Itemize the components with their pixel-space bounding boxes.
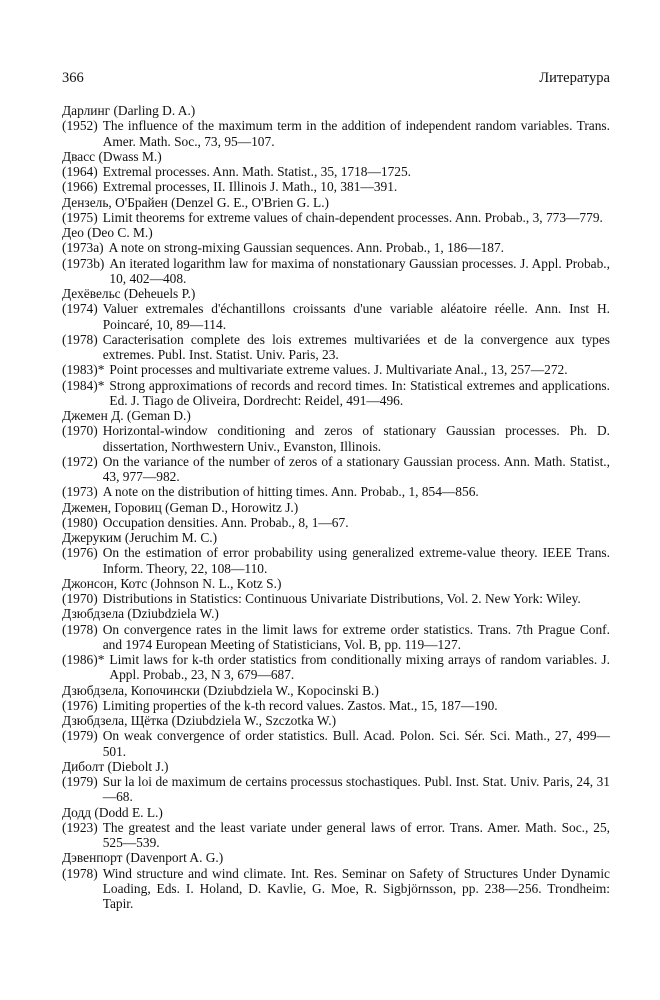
- reference-entry: [62, 515, 610, 530]
- reference-entry: [62, 484, 610, 499]
- reference-entry: [62, 622, 610, 653]
- author-heading: Дзюбдзела, Щётка (Dziubdziela W., Szczotka W.): [62, 713, 337, 728]
- reference-text: Valuer extremales d'échantillons croissants d'une variable aléatoire réelle. Ann. Inst H. Poincaré, 10, 89—114.: [102, 301, 610, 332]
- bibliography-list: [62, 103, 610, 911]
- reference-entry: [62, 423, 610, 454]
- reference-text: Extremal processes, II. Illinois J. Math., 10, 381—391.: [102, 179, 398, 195]
- page-number: 366: [62, 70, 84, 86]
- author-heading: Джемен Д. (Geman D.): [62, 408, 191, 423]
- reference-year: (1923): [62, 819, 98, 835]
- reference-year: (1973a): [62, 240, 104, 256]
- reference-text: Horizontal-window conditioning and zeros of stationary Gaussian processes. Ph. D. dissertation, Northwestern Univ., Evanston, Illinois.: [102, 423, 610, 454]
- reference-entry: [62, 301, 610, 332]
- reference-text: Sur la loi de maximum de certains processus stochastiques. Publ. Inst. Stat. Univ. Paris, 24, 31—68.: [102, 774, 610, 805]
- reference-year: (1978): [62, 331, 98, 347]
- reference-text: A note on strong-mixing Gaussian sequences. Ann. Probab., 1, 186—187.: [108, 240, 505, 256]
- author-group: [62, 805, 610, 851]
- reference-text: Wind structure and wind climate. Int. Res. Seminar on Safety of Structures Under Dynamic Loading, Eds. I. Holand, D. Kavlie, G. Moe, R. Sigbjörnsson, pp. 238—256. Trondheim: Tapir.: [102, 865, 610, 911]
- author-group: [62, 606, 610, 682]
- reference-text: Strong approximations of records and record times. In: Statistical extremes and applications. Ed. J. Tiago de Oliveira, Dordrecht: Reidel, 491—496.: [109, 377, 610, 408]
- author-group: [62, 195, 610, 226]
- reference-text: On convergence rates in the limit laws for extreme order statistics. Trans. 7th Prague Conf. and 1974 European Meeting of Statisticians, Vol. B, pp. 119—127.: [102, 621, 610, 652]
- reference-year: (1986)*: [62, 652, 105, 667]
- author-group: [62, 408, 610, 500]
- author-group: [62, 149, 610, 195]
- reference-entry: [62, 866, 610, 912]
- reference-entry: [62, 820, 610, 851]
- reference-year: (1979): [62, 728, 98, 744]
- reference-entry: [62, 378, 610, 409]
- reference-year: (1966): [62, 179, 98, 195]
- author-heading: Джеруким (Jeruchim M. C.): [62, 530, 218, 545]
- reference-entry: [62, 362, 610, 377]
- reference-text: On the estimation of error probability using generalized extreme-value theory. IEEE Trans. Inform. Theory, 22, 108—110.: [102, 545, 610, 576]
- author-heading: Дзюбдзела, Копочински (Dziubdziela W., Kopocinski B.): [62, 682, 379, 698]
- author-heading: Део (Deo C. M.): [62, 225, 153, 240]
- reference-entry: [62, 591, 610, 606]
- reference-text: On weak convergence of order statistics. Bull. Acad. Polon. Sci. Sér. Sci. Math., 27, 499—501.: [102, 728, 610, 759]
- author-heading: Дарлинг (Darling D. A.): [62, 103, 196, 118]
- reference-text: The influence of the maximum term in the addition of independent random variables. Trans. Amer. Math. Soc., 73, 95—107.: [102, 118, 610, 149]
- author-group: [62, 103, 610, 149]
- author-group: [62, 576, 610, 607]
- author-group: [62, 530, 610, 576]
- reference-text: Limit laws for k-th order statistics from conditionally mixing arrays of random variables. J. Appl. Probab., 23, N 3, 679—687.: [109, 652, 610, 683]
- reference-year: (1983)*: [62, 362, 105, 378]
- reference-entry: [62, 454, 610, 485]
- reference-text: A note on the distribution of hitting times. Ann. Probab., 1, 854—856.: [102, 484, 479, 500]
- reference-entry: [62, 210, 610, 225]
- reference-year: (1975): [62, 209, 98, 225]
- section-title: Литература: [539, 70, 610, 86]
- reference-entry: [62, 179, 610, 194]
- reference-year: (1964): [62, 164, 98, 179]
- reference-year: (1978): [62, 621, 98, 637]
- reference-entry: [62, 332, 610, 363]
- author-heading: Диболт (Diebolt J.): [62, 758, 169, 774]
- reference-year: (1974): [62, 301, 98, 317]
- author-group: [62, 500, 610, 531]
- reference-text: Limiting properties of the k-th record values. Zastos. Mat., 15, 187—190.: [102, 697, 498, 713]
- reference-text: Point processes and multivariate extreme values. J. Multivariate Anal., 13, 257—272.: [109, 362, 568, 378]
- reference-text: Extremal processes. Ann. Math. Statist., 35, 1718—1725.: [102, 164, 412, 179]
- reference-text: An iterated logarithm law for maxima of nonstationary Gaussian processes. J. Appl. Probab., 10, 402—408.: [109, 255, 610, 286]
- author-heading: Джемен, Горовиц (Geman D., Horowitz J.): [62, 499, 299, 515]
- reference-text: Occupation densities. Ann. Probab., 8, 1—67.: [102, 514, 349, 530]
- author-group: [62, 850, 610, 911]
- author-heading: Додд (Dodd E. L.): [62, 804, 163, 820]
- author-group: [62, 713, 610, 759]
- reference-year: (1980): [62, 514, 98, 530]
- author-heading: Дзюбдзела (Dziubdziela W.): [62, 606, 219, 622]
- author-group: [62, 225, 610, 286]
- reference-year: (1976): [62, 545, 98, 561]
- reference-text: The greatest and the least variate under general laws of error. Trans. Amer. Math. Soc., 25, 525—539.: [102, 819, 610, 850]
- author-heading: Дехёвельс (Deheuels P.): [62, 286, 196, 301]
- reference-year: (1970): [62, 591, 98, 606]
- reference-entry: [62, 728, 610, 759]
- reference-year: (1984)*: [62, 377, 105, 393]
- reference-year: (1976): [62, 697, 98, 713]
- reference-entry: [62, 118, 610, 149]
- reference-entry: [62, 164, 610, 179]
- reference-entry: [62, 774, 610, 805]
- reference-year: (1979): [62, 774, 98, 789]
- author-group: [62, 286, 610, 408]
- reference-entry: [62, 545, 610, 576]
- reference-year: (1952): [62, 118, 98, 134]
- reference-text: Limit theorems for extreme values of chain-dependent processes. Ann. Probab., 3, 773—779.: [102, 209, 603, 225]
- author-group: [62, 683, 610, 714]
- reference-text: Caracterisation complete des lois extremes multivariées et de la convergence aux types extremes. Publ. Inst. Statist. Univ. Paris, 23.: [102, 331, 610, 362]
- author-group: [62, 759, 610, 805]
- reference-entry: [62, 240, 610, 255]
- reference-year: (1973b): [62, 255, 105, 271]
- author-heading: Дэвенпорт (Davenport A. G.): [62, 850, 224, 866]
- reference-entry: [62, 652, 610, 683]
- reference-year: (1970): [62, 423, 98, 439]
- reference-year: (1973): [62, 484, 98, 500]
- author-heading: Двасс (Dwass M.): [62, 148, 162, 164]
- reference-entry: [62, 256, 610, 287]
- reference-text: Distributions in Statistics: Continuous Univariate Distributions, Vol. 2. New York: Wiley.: [102, 591, 581, 606]
- reference-year: (1972): [62, 453, 98, 469]
- reference-text: On the variance of the number of zeros of a stationary Gaussian process. Ann. Math. Statist., 43, 977—982.: [102, 453, 610, 484]
- author-heading: Джонсон, Котс (Johnson N. L., Kotz S.): [62, 575, 282, 591]
- running-head: [62, 69, 610, 87]
- author-heading: Дензель, О'Брайен (Denzel G. E., O'Brien G. L.): [62, 194, 330, 210]
- reference-year: (1978): [62, 865, 98, 881]
- reference-entry: [62, 698, 610, 713]
